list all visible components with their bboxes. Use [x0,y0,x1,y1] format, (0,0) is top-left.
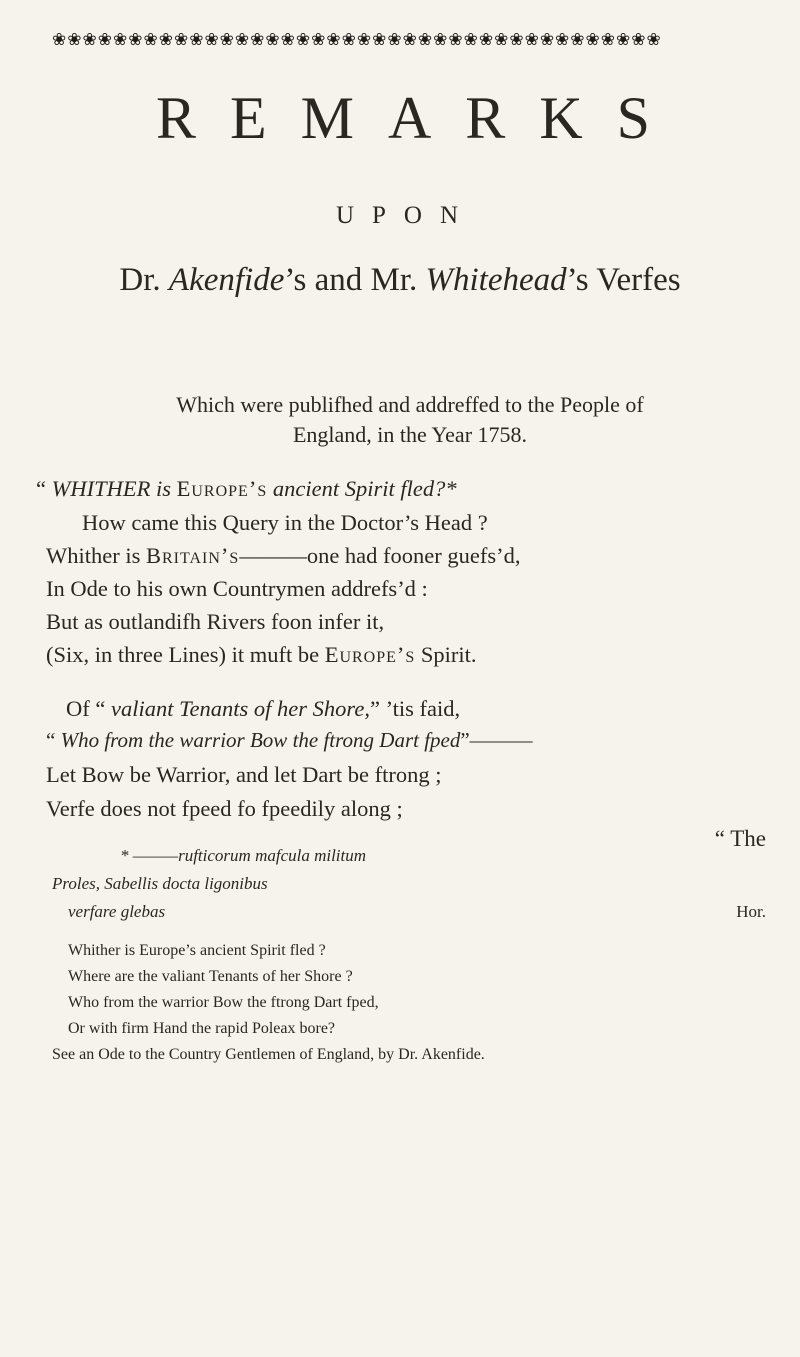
stanza1-line-5: But as outlandifh Rivers foon infer it, [46,609,385,634]
footnote-see: See an Ode to the Country Gentlemen of England, by Dr. Akenfide. [52,1046,485,1063]
title-upon: UPON [335,202,477,229]
subtitle-line-1: Which were publifhed and addreffed to the People of [176,392,644,417]
footnote-quote-1: Whither is Europe’s ancient Spirit fled ? [68,942,326,959]
tis-faid: ” ’tis faid, [369,696,461,721]
open-quote-2: “ [46,728,61,752]
catchword: “ The [714,826,766,851]
page-title: REMARKS [155,85,685,151]
stanza1-line-4: In Ode to his own Countrymen addrefs’d : [46,576,428,601]
stanza1-line-6 [46,642,766,668]
stanza2-line-2 [46,728,766,753]
ancient-spirit: ancient Spirit fled?* [267,476,457,501]
subject-whitehead: Whitehead [425,262,567,298]
stanza2-line-4: Verfe does not fpeed fo fpeedily along ; [46,796,403,821]
close-dash: ”——— [460,728,533,752]
ornament-border: ❀❀❀❀❀❀❀❀❀❀❀❀❀❀❀❀❀❀❀❀❀❀❀❀❀❀❀❀❀❀❀❀❀❀❀❀❀❀❀❀ [52,30,662,50]
open-quote: “ [36,476,52,501]
stanza2-line-1 [66,696,786,722]
footnote-quote-2: Where are the valiant Tenants of her Shore ? [68,968,353,985]
title-subject [0,262,800,299]
one-had-fooner: ———one had fooner guefs’d, [239,543,521,568]
europes-2: Europe’s [324,642,416,667]
subject-and-mr: ’s and Mr. [284,262,426,298]
subject-akenside: Akenfide [168,262,285,298]
stanza1-line-3 [46,543,766,569]
europes: Europe’s [176,476,268,501]
stanza2-line-3: Let Bow be Warrior, and let Dart be ftrong ; [46,762,442,787]
valiant-tenants: valiant Tenants of her Shore, [110,696,370,721]
britains: Britain’s [145,543,240,568]
who-from-warrior: Who from the warrior Bow the ftrong Dart fped [60,728,461,752]
footnote-latin-1: * ———rufticorum mafcula militum [120,846,367,865]
subject-dr: Dr. [119,262,169,298]
footnote-hor: Hor. [736,902,766,921]
spirit: Spirit. [415,642,477,667]
subject-verfes: ’s Verfes [566,262,681,298]
footnote-latin-3: verfare glebas [68,902,166,921]
six-in-three: (Six, in three Lines) it muft be [46,642,325,667]
footnote-quote-4: Or with firm Hand the rapid Poleax bore? [68,1020,336,1037]
of-quote: Of “ [66,696,111,721]
whither-is: WHITHER is [51,476,177,501]
footnote-quote-3: Who from the warrior Bow the ftrong Dart fped, [68,994,379,1011]
stanza1-line-2: How came this Query in the Doctor’s Head ? [82,510,488,535]
subtitle-line-2: England, in the Year 1758. [292,422,528,447]
whither-is-text: Whither is [46,543,146,568]
stanza1-line-1 [36,476,756,502]
footnote-latin-2: Proles, Sabellis docta ligonibus [52,874,268,893]
